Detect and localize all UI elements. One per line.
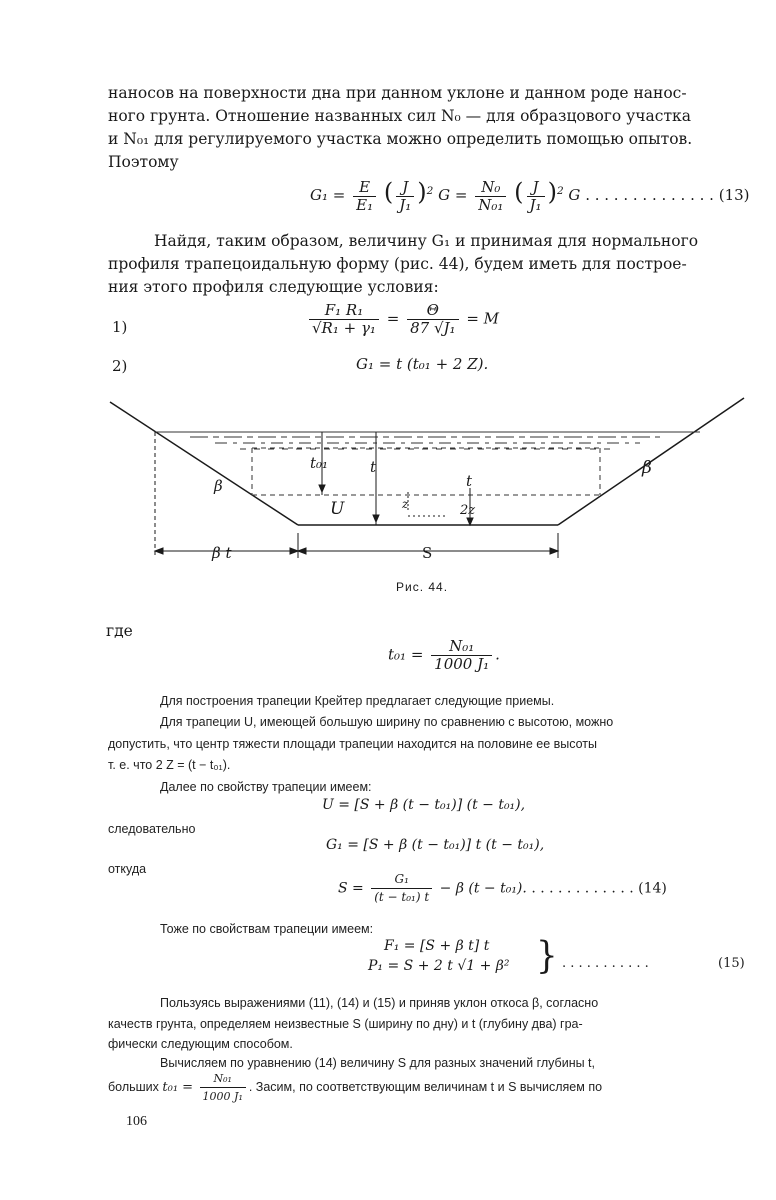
body-line: т. е. что 2 Z = (t − t₀₁). [108, 758, 231, 772]
eq13-f4-den: J₁ [529, 195, 542, 214]
t01-inline-lhs: t₀₁ = [162, 1079, 194, 1095]
t01-end: . [495, 645, 500, 664]
t01-fraction [431, 638, 492, 673]
eq13-fraction-j [396, 179, 414, 214]
t01-num: N₀₁ [431, 638, 492, 656]
eq13-fraction-j2 [527, 179, 545, 214]
body-line: откуда [108, 862, 147, 876]
condition-1-formula [306, 302, 499, 337]
body-line: Для трапеции U, имеющей большую ширину по сравнению с высотою, можно [160, 715, 614, 729]
page-number: 106 [126, 1114, 147, 1129]
arrow-head [290, 548, 298, 554]
cond1-f2-num: Θ [407, 302, 458, 320]
label-beta-right: β [642, 458, 652, 478]
body-line: следовательно [108, 822, 196, 836]
label-u: U [330, 499, 345, 519]
t01-den: 1000 J₁ [434, 655, 490, 673]
body-line: допустить, что центр тяжести площади трапеции находится на половине ее высоты [108, 737, 598, 751]
eq13-number: (13) [718, 186, 750, 204]
equation-15-line-a: F₁ = [S + β t] t [384, 938, 490, 954]
cond1-f1-num: F₁ R₁ [309, 302, 379, 320]
condition-1-label: 1) [112, 318, 128, 336]
text-line: Найдя, таким образом, величину G₁ и принимая для нормального [154, 232, 699, 250]
label-beta-left: β [214, 477, 223, 495]
t01-inline-num: N₀₁ [200, 1070, 246, 1088]
text-line: Поэтому [108, 153, 179, 171]
arrow-head [155, 548, 163, 554]
equation-u: U = [S + β (t − t₀₁)] (t − t₀₁), [322, 797, 526, 813]
cond1-f1-den: √R₁ + γ₁ [312, 319, 376, 337]
text-line: и N₀₁ для регулируемого участка можно определить помощью опытов. [108, 130, 693, 148]
eq13-f3-num: N₀ [475, 179, 506, 197]
eq13-fraction-e [353, 179, 376, 214]
water-surface [155, 432, 700, 449]
arrow-head [319, 485, 325, 492]
text-fragment: больших [108, 1079, 159, 1094]
body-line: Для построения трапеции Крейтер предлагает следующие приемы. [160, 694, 555, 708]
eq14-lhs: S = [338, 880, 364, 897]
arrow-head [467, 518, 473, 525]
text-fragment: . Засим, по соответствующим величинам t и S вычисляем по [248, 1079, 603, 1094]
label-z: z [402, 497, 409, 511]
body-line: Далее по свойству трапеции имеем: [160, 780, 372, 794]
arrow-head [373, 515, 379, 522]
t01-lhs: t₀₁ = [388, 645, 424, 664]
eq13-f2-num: J [396, 179, 414, 197]
label-t2: t [466, 472, 473, 490]
eq13-tail: G [568, 186, 581, 204]
body-line: Пользуясь выражениями (11), (14) и (15) и приняв уклон откоса β, согласно [160, 996, 599, 1010]
eq13-f1-den: E₁ [356, 195, 374, 214]
label-s: S [422, 544, 433, 562]
eq13-fraction-n [475, 179, 506, 214]
body-line: Вычисляем по уравнению (14) величину S для разных значений глубины t, [160, 1056, 595, 1070]
eq14-den: (t − t₀₁) t [374, 890, 430, 904]
cond1-fraction-right [407, 302, 458, 337]
eq14-fraction [371, 871, 432, 906]
cond1-f2-den: 87 √J₁ [410, 319, 456, 337]
body-line-with-formula [108, 1070, 602, 1105]
body-line: качеств грунта, определяем неизвестные S (ширину по дну) и t (глубину два) гра- [108, 1017, 583, 1031]
eq14-tail: − β (t − t₀₁). [439, 880, 527, 897]
where-label: где [106, 622, 133, 640]
eq14-num: G₁ [371, 871, 432, 889]
condition-2-label: 2) [112, 357, 128, 375]
label-t: t [370, 458, 377, 476]
intro-paragraph [108, 82, 748, 174]
body-line: Тоже по свойствам трапеции имеем: [160, 922, 374, 936]
trapezoid-cross-section-figure [0, 388, 776, 578]
equation-15-line-b: P₁ = S + 2 t √1 + β² [368, 958, 510, 974]
label-2z: 2z [460, 503, 476, 518]
left-bank-line [110, 402, 298, 525]
t01-inline-fraction [200, 1070, 246, 1105]
eq13-dots: . . . . . . . . . . . . . . [585, 186, 714, 204]
eq13-f1-num: E [353, 179, 376, 197]
cond1-fraction-left [309, 302, 379, 337]
label-beta-t: β t [212, 544, 232, 562]
eq13-mid: G = [438, 186, 468, 204]
text-line: наносов на поверхности дна при данном уклоне и данном роде нанос- [108, 84, 687, 102]
t01-inline-den: 1000 J₁ [202, 1090, 243, 1103]
eq13-f3-den: N₀₁ [478, 195, 504, 214]
eq15-number: (15) [718, 956, 745, 971]
trapezoid-paragraph [108, 230, 748, 299]
eq13-f4-num: J [527, 179, 545, 197]
eq15-dots: . . . . . . . . . . . [562, 956, 649, 971]
arrow-head [550, 548, 558, 554]
equation-13: G₁ = $\frac{E}{\text{E₁}}$ ( $\frac{J}{\text{J₁}}$ )$^2$ G = $\frac{\text{N₀}}{\text{N₀₁}}$ ( $\frac{J}{\text{J₁}}$ )$^2$ G . . . . . . . . . . . . . . (13) [310, 177, 750, 214]
eq14-dots: . . . . . . . . . . . . [531, 880, 634, 897]
t01-definition [388, 638, 500, 673]
condition-2-formula: G₁ = t (t₀₁ + 2 Z). [356, 355, 489, 373]
cond1-tail: = M [466, 309, 500, 328]
figure-caption: Рис. 44. [396, 580, 449, 594]
text-line: профиля трапецоидальную форму (рис. 44), будем иметь для построе- [108, 255, 687, 273]
eq13-f2-den: J₁ [399, 195, 412, 214]
cond1-eq: = [386, 309, 400, 328]
body-line: фически следующим способом. [108, 1037, 293, 1051]
brace: } [536, 934, 558, 978]
equation-g: G₁ = [S + β (t − t₀₁)] t (t − t₀₁), [326, 837, 545, 853]
equation-14 [338, 871, 667, 906]
text-line: ного грунта. Отношение названных сил N₀ — для образцового участка [108, 107, 691, 125]
text-line: ния этого профиля следующие условия: [108, 278, 439, 296]
label-t01: t₀₁ [310, 454, 329, 472]
eq13-lhs: G₁ = [310, 186, 346, 204]
eq14-number: (14) [638, 880, 667, 897]
